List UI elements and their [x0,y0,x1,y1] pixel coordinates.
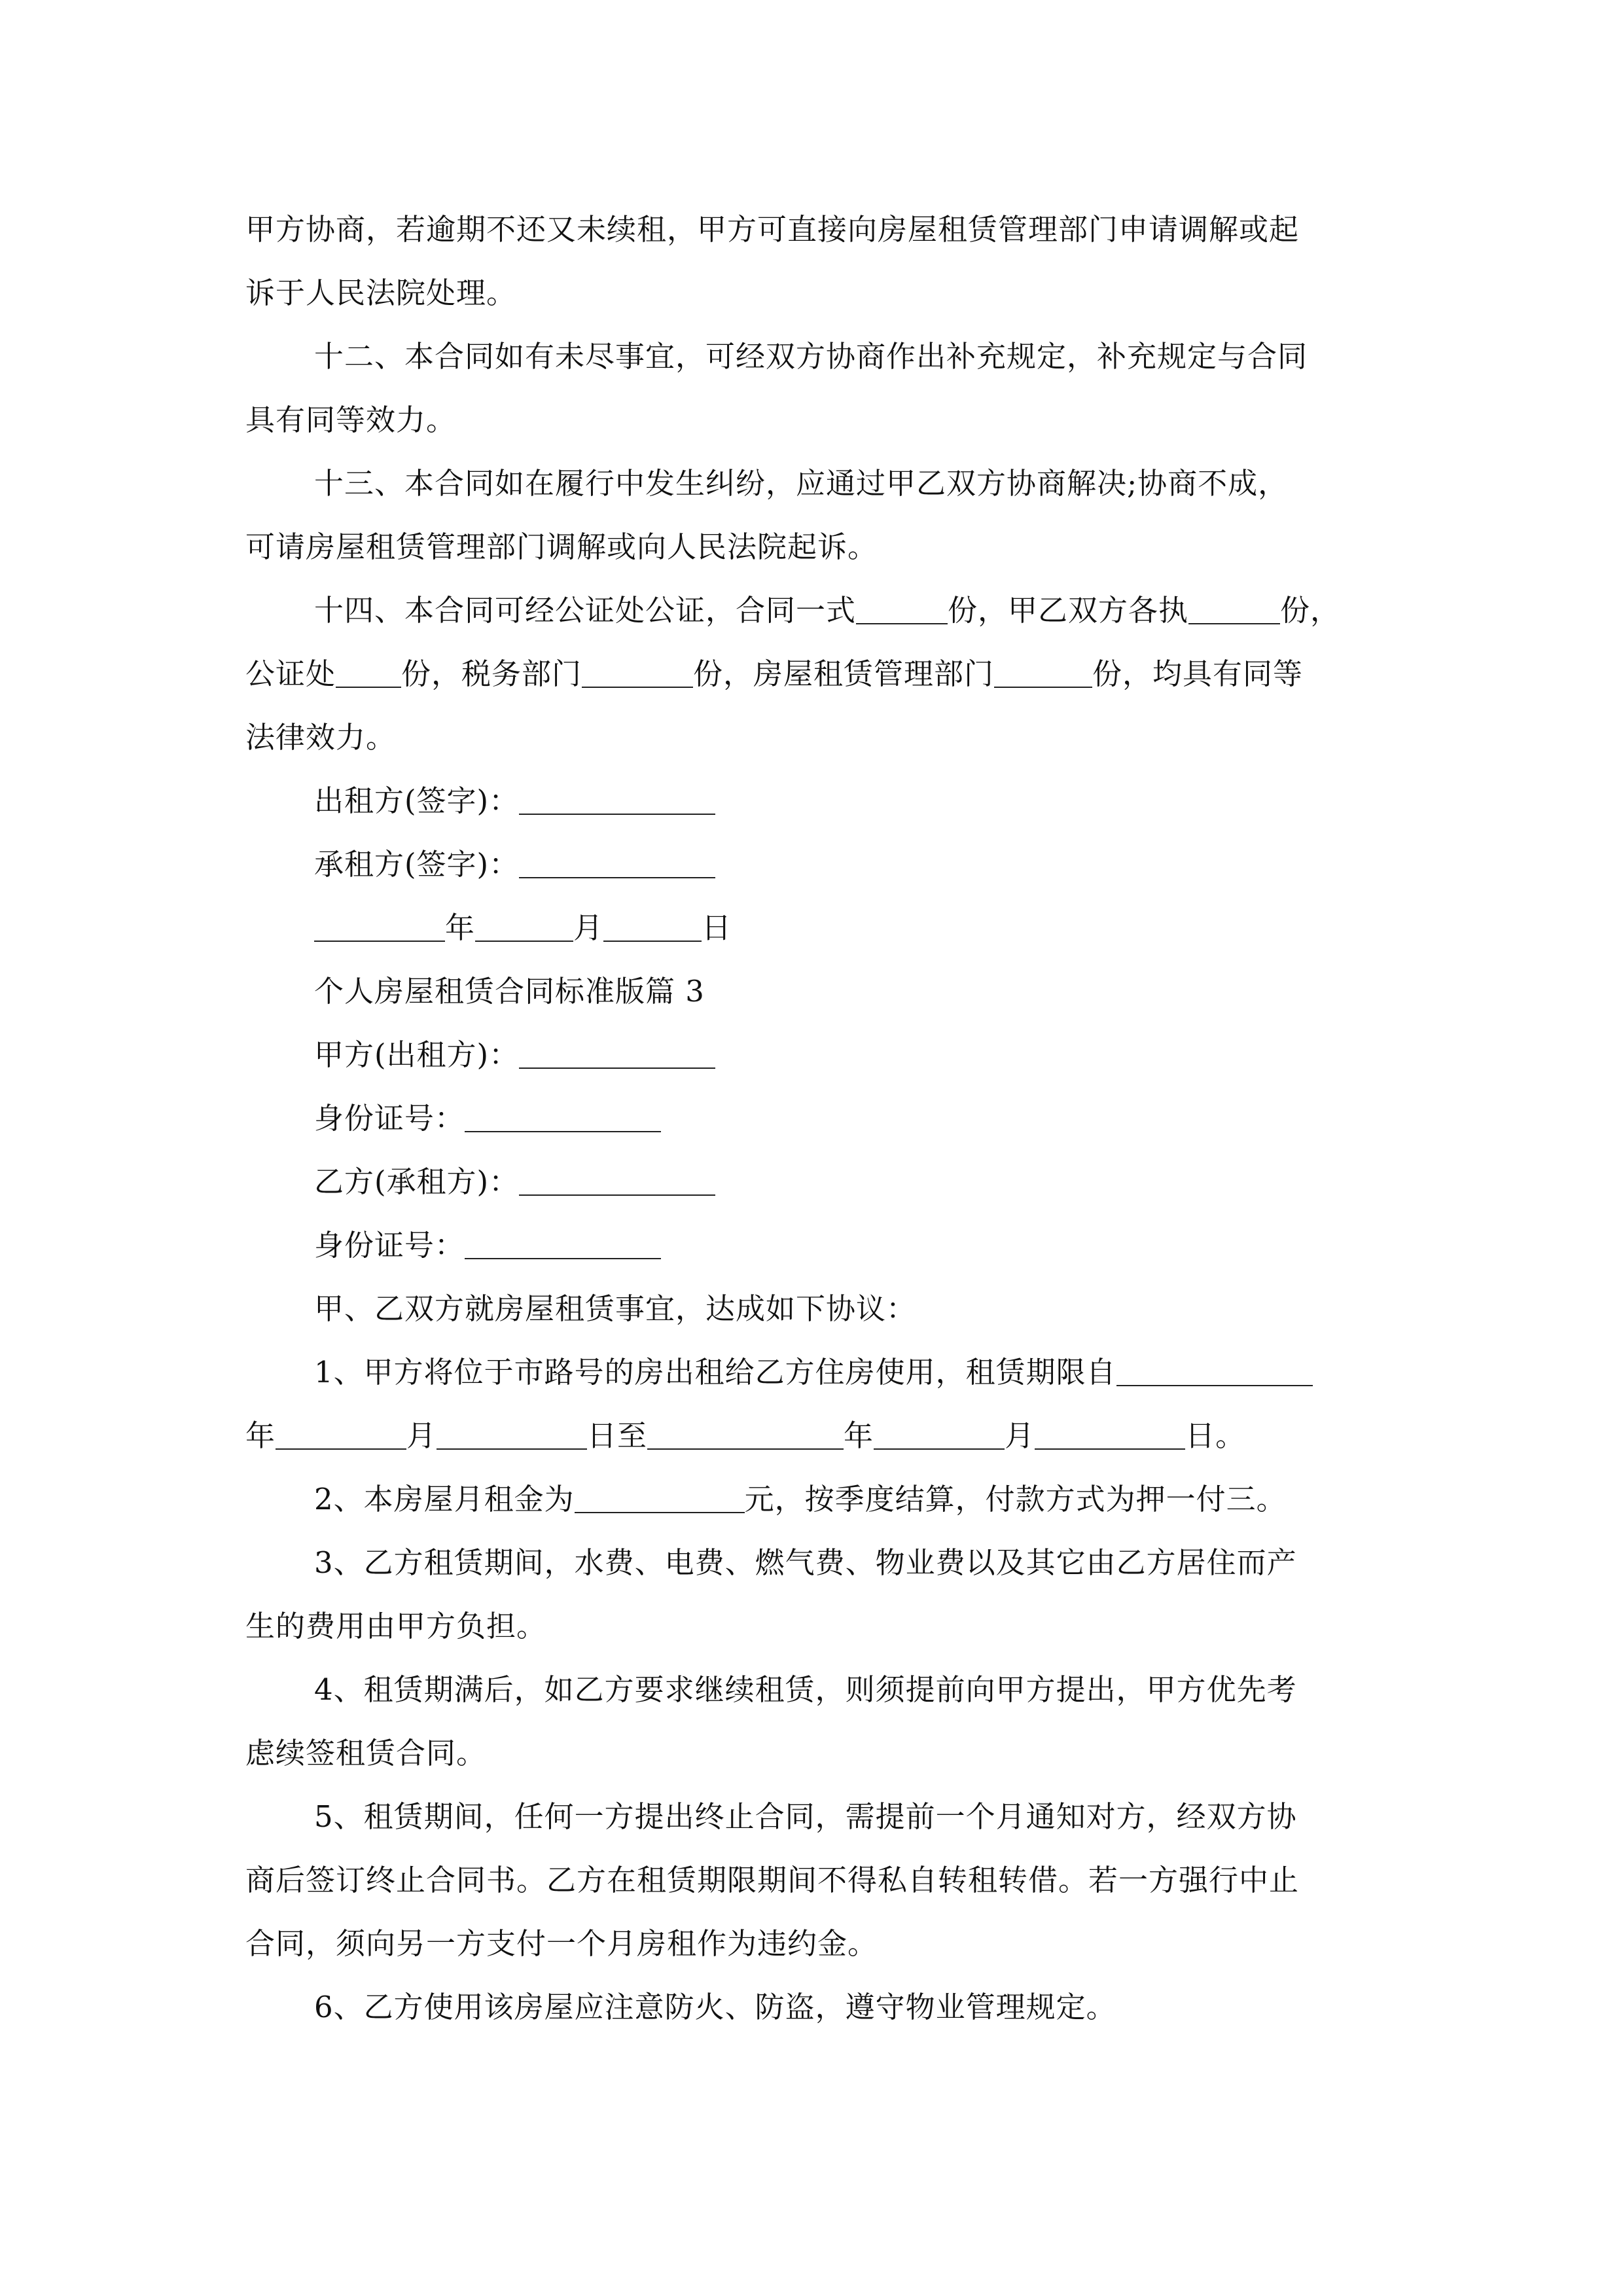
copies-total-blank[interactable] [856,597,948,624]
text-line: 甲方协商，若逾期不还又未续租，甲方可直接向房屋租赁管理部门申请调解或起 [245,212,1300,247]
month-label: 月 [573,910,604,945]
clause-14-text: 份，甲乙双方各执 [948,593,1189,628]
lease-end-month-blank[interactable] [874,1422,1005,1450]
party-b-blank[interactable] [519,1168,715,1196]
party-a-label: 甲方(出租方)： [314,1037,520,1072]
clause-14-text: 份，均具有同等 [1092,656,1304,691]
id-b-line [245,1213,1378,1277]
lessee-signature-label: 承租方(签字)： [314,847,520,882]
item-2 [245,1467,1378,1531]
agreement-intro: 甲、乙双方就房屋租赁事宜，达成如下协议： [314,1291,917,1326]
management-copies-blank[interactable] [994,660,1092,688]
month-label: 月 [1005,1418,1035,1453]
day-label: 日 [702,910,732,945]
lease-start-month-blank[interactable] [276,1422,406,1450]
clause-13: 十三、本合同如在履行中发生纠纷，应通过甲乙双方协商解决;协商不成， [314,466,1289,501]
text-line: 可请房屋租赁管理部门调解或向人民法院起诉。 [245,529,878,564]
text-line: 合同，须向另一方支付一个月房租作为违约金。 [245,1926,878,1961]
clause-14-text: 公证处 [245,656,336,691]
text-line: 生的费用由甲方负担。 [245,1609,547,1643]
lease-start-day-blank[interactable] [437,1422,587,1450]
day-end-label: 日。 [1185,1418,1246,1453]
text-line: 法律效力。 [245,720,397,755]
party-a-line [245,1023,1378,1086]
clause-14-text: 份，税务部门 [401,656,582,691]
document-body [245,198,1378,2039]
item-2-text: 元，按季度结算，付款方式为押一付三。 [744,1482,1287,1516]
lease-end-year-blank[interactable] [647,1422,844,1450]
item-1-text: 1、甲方将位于市路号的房出租给乙方住房使用，租赁期限自 [314,1355,1116,1390]
party-b-label: 乙方(承租方)： [314,1164,520,1199]
id-a-line [245,1086,1378,1150]
id-b-blank[interactable] [465,1232,661,1259]
item-1-line-2 [245,1404,1378,1467]
text-line: 诉于人民法院处理。 [245,276,517,310]
item-4: 4、租赁期满后，如乙方要求继续租赁，则须提前向甲方提出，甲方优先考 [314,1672,1297,1707]
item-5: 5、租赁期间，任何一方提出终止合同，需提前一个月通知对方，经双方协 [314,1799,1297,1834]
clause-14-line-2 [245,642,1378,706]
sign-day-blank[interactable] [603,914,702,942]
item-3: 3、乙方租赁期间，水费、电费、燃气费、物业费以及其它由乙方居住而产 [314,1545,1297,1580]
year-label: 年 [844,1418,874,1453]
id-b-label: 身份证号： [314,1228,465,1263]
clause-14-text: 份， [1280,593,1341,628]
monthly-rent-blank[interactable] [575,1486,745,1513]
sign-date-line [245,896,1378,960]
year-label: 年 [445,910,476,945]
notary-copies-blank[interactable] [336,660,401,688]
tax-copies-blank[interactable] [582,660,693,688]
month-label: 月 [406,1418,437,1453]
copies-each-blank[interactable] [1188,597,1280,624]
year-label: 年 [245,1418,276,1453]
text-line: 具有同等效力。 [245,403,457,437]
lease-start-year-blank[interactable] [1116,1359,1313,1386]
section-title: 个人房屋租赁合同标准版篇 3 [314,974,705,1009]
day-to-label: 日至 [587,1418,648,1453]
clause-14-text: 份，房屋租赁管理部门 [693,656,995,691]
item-1 [245,1340,1378,1404]
lessee-signature-blank[interactable] [519,851,715,878]
lease-end-day-blank[interactable] [1035,1422,1185,1450]
text-line: 虑续签租赁合同。 [245,1736,487,1770]
item-6: 6、乙方使用该房屋应注意防火、防盗，遵守物业管理规定。 [314,1990,1116,2024]
clause-12: 十二、本合同如有未尽事宜，可经双方协商作出补充规定，补充规定与合同 [314,339,1308,374]
sign-month-blank[interactable] [475,914,573,942]
item-2-text: 2、本房屋月租金为 [314,1482,575,1516]
party-b-line [245,1150,1378,1213]
clause-14-text: 十四、本合同可经公证处公证，合同一式 [314,593,857,628]
lessor-signature-label: 出租方(签字)： [314,783,520,818]
party-a-blank[interactable] [519,1041,715,1069]
lessee-signature-line [245,833,1378,896]
clause-14 [245,579,1378,642]
id-a-label: 身份证号： [314,1101,465,1136]
lessor-signature-line [245,769,1378,833]
lessor-signature-blank[interactable] [519,787,715,815]
id-a-blank[interactable] [465,1105,661,1132]
text-line: 商后签订终止合同书。乙方在租赁期限期间不得私自转租转借。若一方强行中止 [245,1863,1300,1897]
sign-year-blank[interactable] [314,914,445,942]
